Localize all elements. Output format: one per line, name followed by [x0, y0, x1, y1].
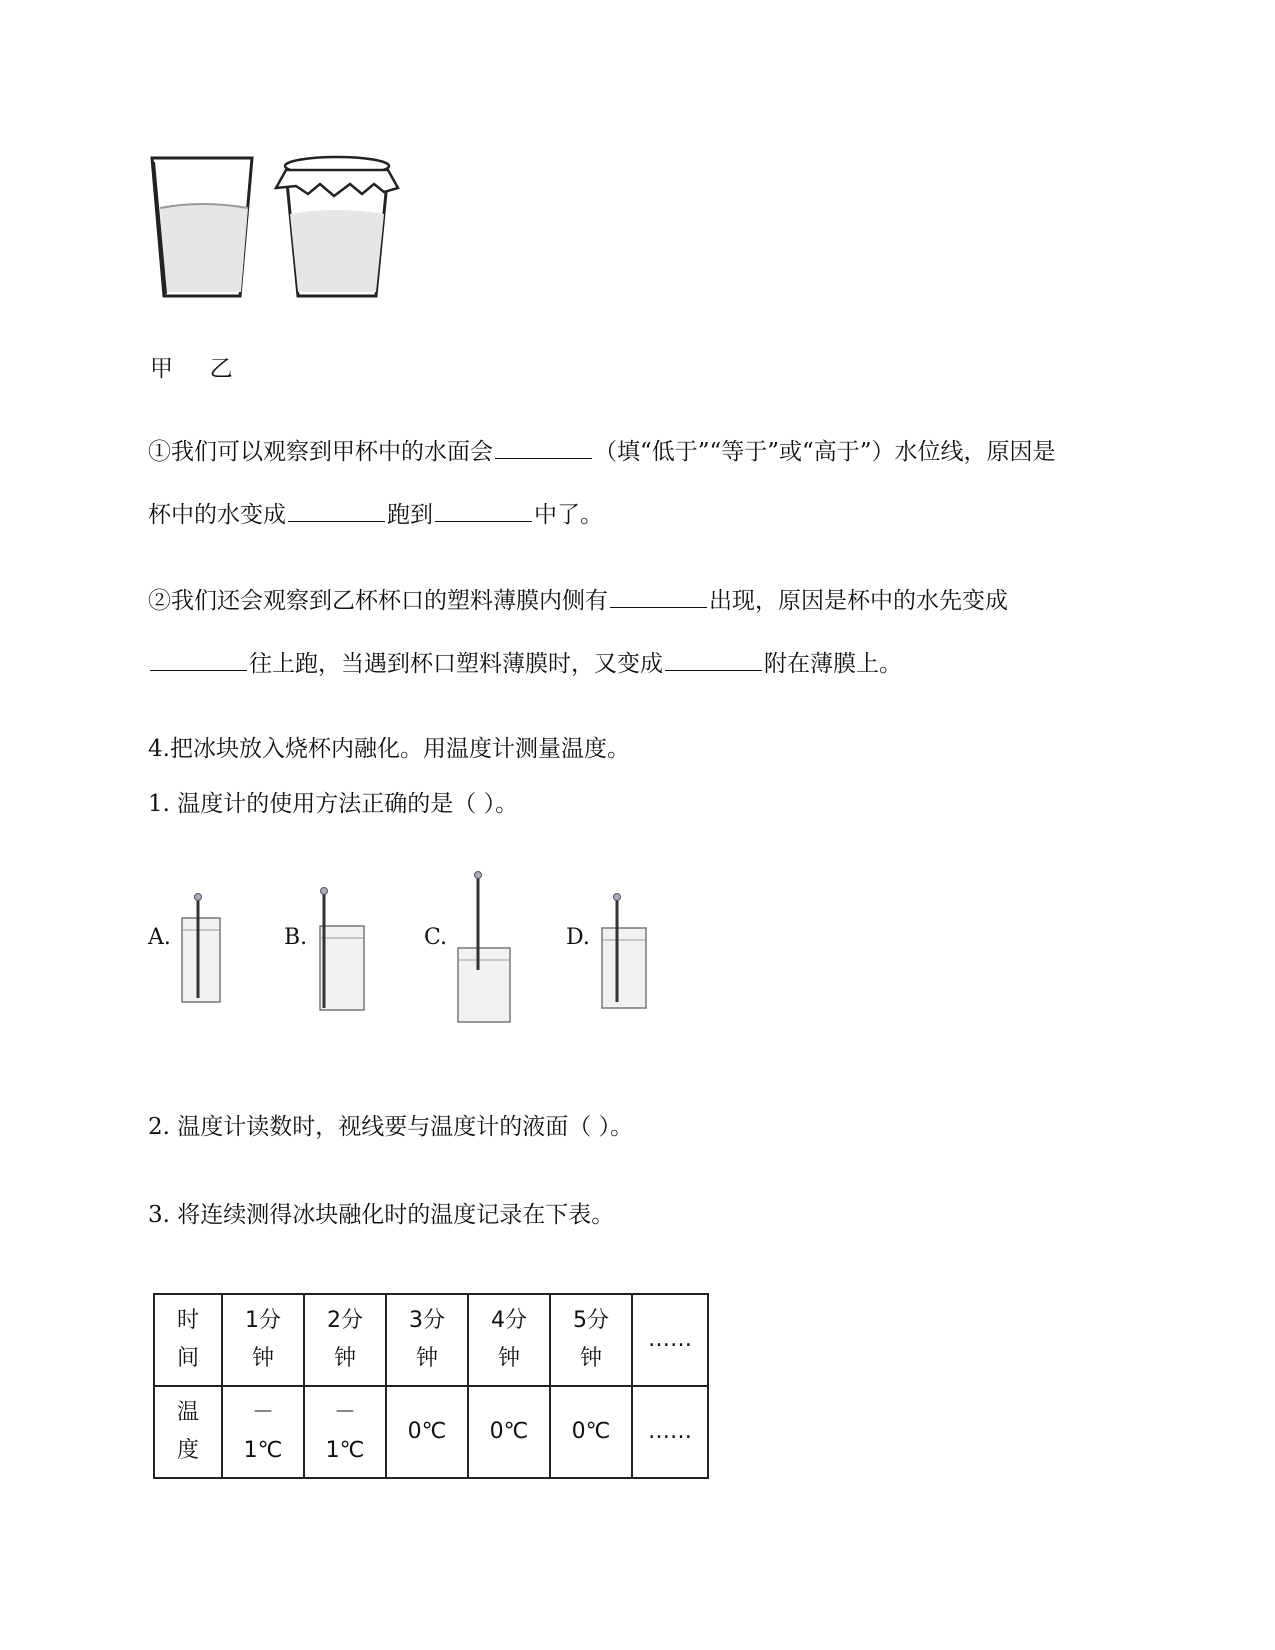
evap-p2-text-d: 附在薄膜上。 [764, 651, 902, 677]
table-row-time [154, 1294, 708, 1386]
table-cell: …… [632, 1294, 708, 1386]
answer-blank[interactable] [610, 606, 707, 608]
answer-blank[interactable] [150, 669, 247, 671]
evap-p1-text-d: 跑到 [387, 502, 433, 528]
table-cell: 3分 钟 [386, 1294, 468, 1386]
table-cell: － 1℃ [304, 1386, 386, 1478]
beaker-c [454, 866, 514, 1026]
beaker-b [314, 884, 368, 1014]
table-cell: 0℃ [468, 1386, 550, 1478]
cup-yi [276, 157, 398, 296]
table-cell: 0℃ [550, 1386, 632, 1478]
option-d-label[interactable]: D. [566, 925, 590, 950]
temperature-table [153, 1293, 709, 1479]
evap-p1-line1 [148, 433, 1056, 466]
cup-label-jia: 甲 [150, 356, 173, 382]
q4-sub3: 3. 将连续测得冰块融化时的温度记录在下表。 [148, 1202, 615, 1228]
answer-blank[interactable] [495, 457, 592, 459]
option-c-label[interactable]: C. [424, 925, 448, 950]
evap-p1-line2 [148, 496, 603, 529]
q4-sub2: 2. 温度计读数时，视线要与温度计的液面（ ）。 [148, 1114, 634, 1140]
beaker-d [596, 890, 652, 1014]
table-cell: 时 间 [154, 1294, 222, 1386]
evap-p2-text-b: 出现，原因是杯中的水先变成 [709, 588, 1008, 614]
table-cell: 5分 钟 [550, 1294, 632, 1386]
table-cell: 4分 钟 [468, 1294, 550, 1386]
evap-p1-text-c: 杯中的水变成 [148, 502, 286, 528]
table-cell: 0℃ [386, 1386, 468, 1478]
beaker-a [176, 890, 226, 1010]
table-cell: …… [632, 1386, 708, 1478]
evap-p1-text-e: 中了。 [534, 502, 603, 528]
evap-p2-line1 [148, 582, 1008, 615]
q4-title: 4.把冰块放入烧杯内融化。用温度计测量温度。 [148, 736, 630, 762]
evap-p2-text-c: 往上跑，当遇到杯口塑料薄膜时，又变成 [249, 651, 663, 677]
answer-blank[interactable] [288, 520, 385, 522]
cup-labels [150, 350, 233, 383]
answer-blank[interactable] [665, 669, 762, 671]
evap-p2-text-a: ②我们还会观察到乙杯杯口的塑料薄膜内侧有 [148, 588, 608, 614]
cup-label-yi: 乙 [209, 356, 233, 382]
option-a-label[interactable]: A. [148, 925, 171, 950]
evap-p1-text-a: ①我们可以观察到甲杯中的水面会 [148, 439, 493, 465]
table-cell: 1分 钟 [222, 1294, 304, 1386]
q4-sub1: 1. 温度计的使用方法正确的是（ ）。 [148, 791, 519, 817]
evap-p1-text-b: （填“低于”“等于”或“高于”）水位线，原因是 [594, 439, 1056, 465]
table-row-temperature [154, 1386, 708, 1478]
table-cell: 温 度 [154, 1386, 222, 1478]
cups-figure [148, 152, 408, 302]
cup-jia [152, 158, 252, 296]
option-b-label[interactable]: B. [284, 925, 308, 950]
table-cell: － 1℃ [222, 1386, 304, 1478]
answer-blank[interactable] [435, 520, 532, 522]
table-cell: 2分 钟 [304, 1294, 386, 1386]
evap-p2-line2 [148, 645, 902, 678]
